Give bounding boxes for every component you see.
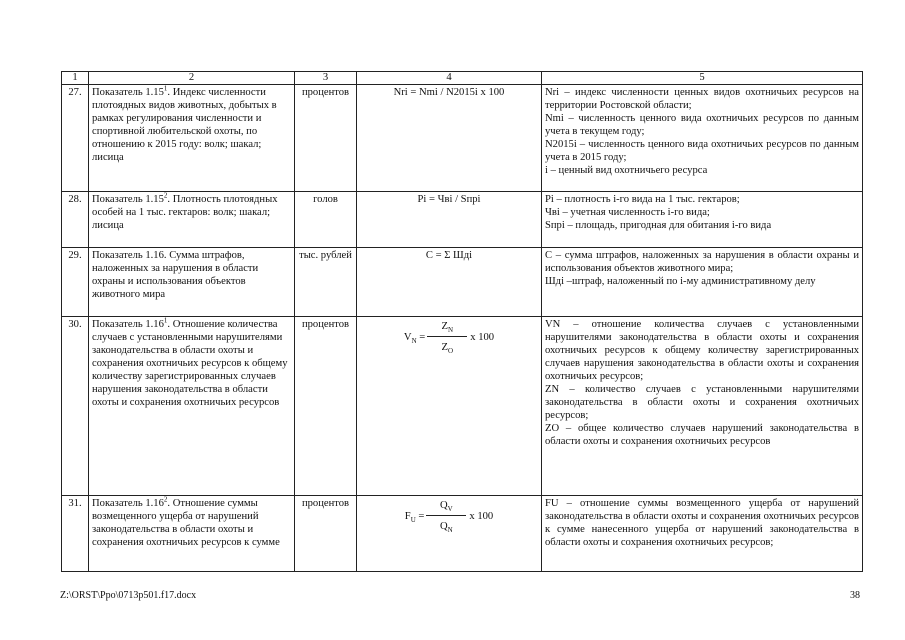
formula: [357, 317, 542, 496]
formula-lhs-subscript: N: [411, 336, 417, 345]
table-row: [62, 496, 863, 572]
numerator-symbol: Z: [441, 321, 448, 332]
indicator-name-rest: . Индекс численности плотоядных видов животных, добытых в рамках регулирования численности и спортивной любительской охоты, по отношению к 2015 году: волк; шакал; лисица: [92, 87, 277, 163]
formula-lhs-symbol: F: [404, 510, 411, 522]
description-line: i – ценный вид охотничьего ресурса: [545, 165, 708, 176]
description-line: Шдi –штраф, наложенный по i-му административному делу: [545, 276, 816, 287]
indicator-name-start: Показатель 1.16: [92, 319, 164, 330]
fraction-formula: [405, 499, 493, 533]
indicator-name-start: Показатель 1.15: [92, 87, 164, 98]
fraction-numerator: [438, 499, 455, 512]
description: [542, 317, 863, 496]
unit: процентов: [295, 85, 357, 192]
indicator-name-start: Показатель 1.15: [92, 194, 164, 205]
row-number: 28.: [62, 192, 89, 248]
formula: Nri = Nmi / N2015i x 100: [357, 85, 542, 192]
header-cell: 2: [89, 72, 295, 85]
fraction: [426, 499, 466, 533]
description: [542, 248, 863, 317]
denominator-subscript: N: [447, 526, 453, 535]
footer-page-number: 38: [850, 590, 860, 601]
row-number: 29.: [62, 248, 89, 317]
formula-lhs: $V_N$ =: [403, 331, 426, 345]
indicator-name-rest: . Отношение суммы возмещенного ущерба от нарушений законодательства в области охоты и сохранения охотничьих ресурсов к сумме: [92, 498, 280, 548]
indicator-superscript: 1: [163, 316, 168, 325]
indicator-name-start: Показатель 1.16: [92, 498, 164, 509]
unit: процентов: [295, 496, 357, 572]
description: [542, 85, 863, 192]
indicator-name-rest: . Плотность плотоядных особей на 1 тыс. гектаров: волк; шакал; лисица: [92, 194, 278, 231]
header-cell: 5: [542, 72, 863, 85]
formula-lhs-symbol: V: [403, 331, 412, 343]
row-number: 30.: [62, 317, 89, 496]
unit: тыс. рублей: [295, 248, 357, 317]
fraction-bar: [426, 515, 466, 516]
formula: Pi = Чвi / Sпрi: [357, 192, 542, 248]
row-number: 27.: [62, 85, 89, 192]
indicator-name: [89, 317, 295, 496]
formula: [357, 496, 542, 572]
table-row: [62, 192, 863, 248]
header-cell: 1: [62, 72, 89, 85]
indicator-name: [89, 192, 295, 248]
description-line: VN – отношение количества случаев с установленными нарушителями законодательства в области охоты и сохранения охотничьих ресурсов к общему количеству зарегистрированных случаев нарушения законодательства в области охоты и сохранения охотничьих ресурсов;: [545, 319, 859, 382]
description: [542, 192, 863, 248]
header-row: [62, 72, 863, 85]
denominator-symbol: Q: [440, 521, 448, 532]
indicator-name-rest: . Сумма штрафов, наложенных за нарушения в области охраны и использования объектов животного мира: [92, 250, 259, 300]
indicator-superscript: 2: [163, 495, 168, 504]
description-line: ZN – количество случаев с установленными нарушителями законодательства в области охоты и сохранения охотничьих ресурсов;: [545, 384, 859, 421]
indicator-superscript: 2: [163, 191, 168, 200]
multiplier: x 100: [470, 331, 495, 343]
numerator-subscript: V: [447, 505, 453, 514]
multiplier: x 100: [469, 510, 494, 522]
row-number: 31.: [62, 496, 89, 572]
indicator-name-start: Показатель 1.16: [92, 250, 164, 261]
description-line: Pi – плотность i-го вида на 1 тыс. гектаров;: [545, 194, 740, 205]
indicator-name: [89, 248, 295, 317]
numerator-symbol: Q: [440, 500, 448, 511]
indicators-table: [61, 71, 863, 572]
table-row: [62, 248, 863, 317]
unit: голов: [295, 192, 357, 248]
header-cell: 3: [295, 72, 357, 85]
fraction-formula: [404, 320, 494, 354]
denominator-symbol: Z: [441, 342, 448, 353]
table-row: [62, 85, 863, 192]
description-line: Nri – индекс численности ценных видов охотничьих ресурсов на территории Ростовской области;: [545, 87, 859, 111]
indicator-superscript: 1: [163, 84, 168, 93]
formula-lhs-subscript: U: [410, 515, 416, 524]
fraction-denominator: [438, 520, 455, 533]
fraction-bar: [427, 336, 467, 337]
denominator-subscript: O: [447, 347, 454, 356]
unit: процентов: [295, 317, 357, 496]
formula: C = Σ Шдi: [357, 248, 542, 317]
description-line: FU – отношение суммы возмещенного ущерба от нарушений законодательства в области охоты и сохранения охотничьих ресурсов к сумме нанесенного ущерба от нарушений законодательства в области охоты и сохранения охотничьих ресурсов;: [545, 498, 859, 548]
indicator-name: [89, 496, 295, 572]
description-line: Sпрi – площадь, пригодная для обитания i-го вида: [545, 220, 772, 231]
numerator-subscript: N: [447, 326, 454, 335]
formula-lhs: $F_U$ =: [404, 510, 425, 524]
description-line: Nmi – численность ценного вида охотничьих ресурсов по данным учета в текущем году;: [545, 113, 859, 137]
description-line: N2015i – численность ценного вида охотничьих ресурсов по данным учета в 2015 году;: [545, 139, 859, 163]
table-row: [62, 317, 863, 496]
header-cell: 4: [357, 72, 542, 85]
description-line: С – сумма штрафов, наложенных за нарушения в области охраны и использования объектов животного мира;: [545, 250, 859, 274]
fraction: [427, 320, 467, 354]
fraction-numerator: [439, 320, 455, 333]
description-line: ZO – общее количество случаев нарушений законодательства в области охоты и сохранения охотничьих ресурсов: [545, 423, 859, 447]
description: [542, 496, 863, 572]
indicator-name-rest: . Отношение количества случаев с установленными нарушителями законодательства в области охоты и сохранения охотничьих ресурсов к общему количеству зарегистрированных случаев нарушения законодательства в области охоты и сохранения охотничьих ресурсов: [92, 319, 288, 408]
description-line: Чвi – учетная численность i-го вида;: [545, 207, 710, 218]
fraction-denominator: [439, 341, 455, 354]
indicator-name: [89, 85, 295, 192]
footer-file-path: Z:\ORST\Ppo\0713p501.f17.docx: [60, 590, 197, 601]
